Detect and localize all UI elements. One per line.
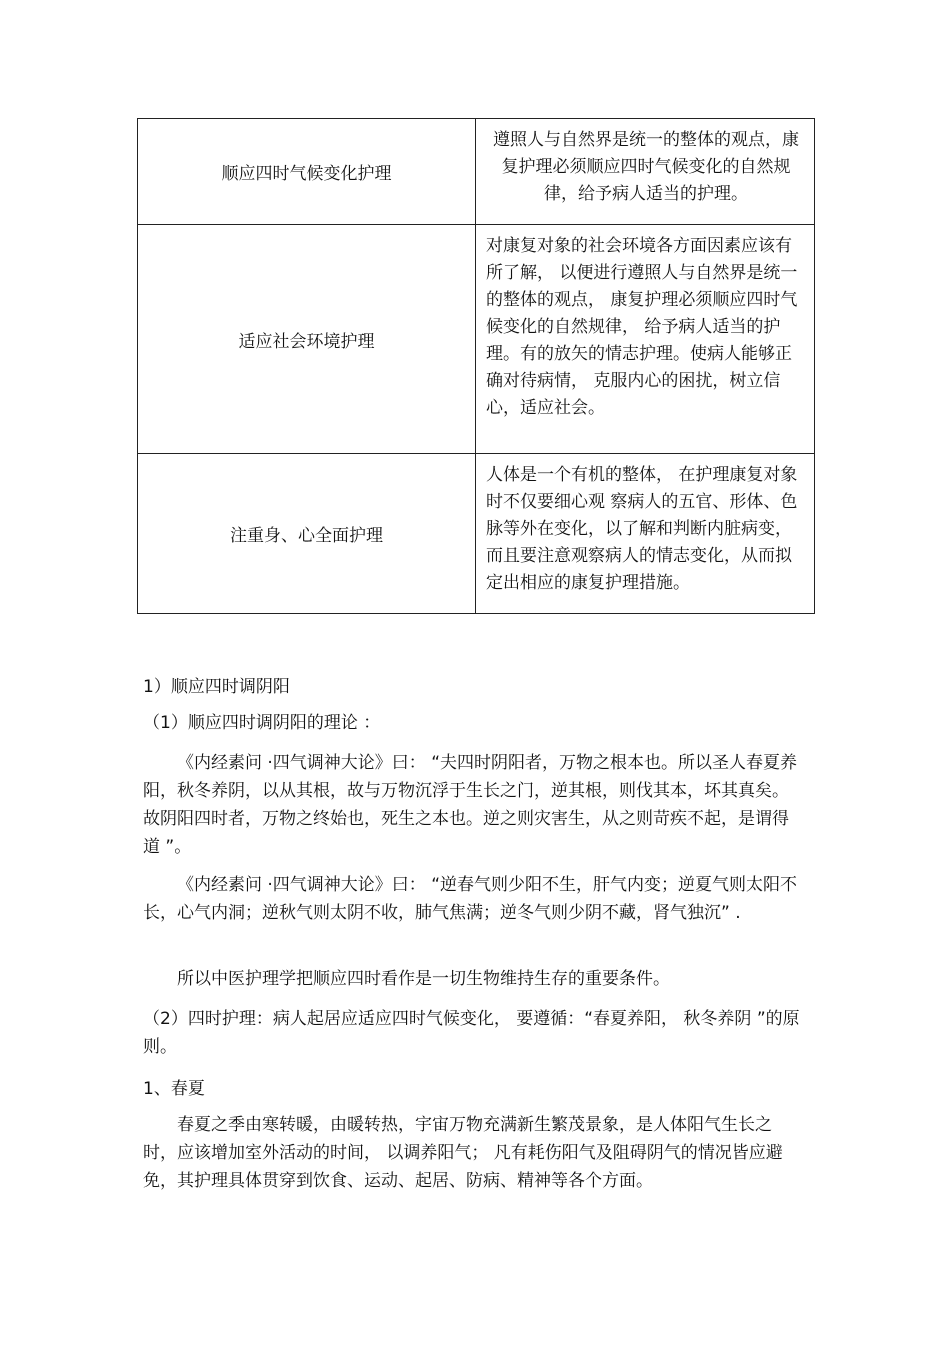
table-row [138,225,815,454]
paragraph-spring-summer: 春夏之季由寒转暖，由暖转热，宇宙万物充满新生繁茂景象，是人体阳气生长之时，应该增加室外活动的时间， 以调养阳气； 凡有耗伤阳气及阻碍阴气的情况皆应避免，其护理具体贯穿到饮食、运动、起居、防病、精神等各个方面。 [143,1115,783,1191]
section-heading-spring-summer: 1、春夏 [143,1079,205,1099]
row-description: 遵照人与自然界是统一的整体的观点，康复护理必须顺应四时气候变化的自然规律，给予病人适当的护理。 [493,130,799,204]
paragraph-classic-quote-1: 《内经素问 ·四气调神大论》曰： “夫四时阴阳者，万物之根本也。所以圣人春夏养阳，秋冬养阴，以从其根，故与万物沉浮于生长之门，逆其根，则伐其本，坏其真矣。故阴阳四时者，万物之终始也，死生之本也。逆之则灾害生，从之则苛疾不起，是谓得道 ”。 [143,753,798,857]
row-title: 顺应四时气候变化护理 [221,164,392,184]
row-title-cell [138,454,476,614]
paragraph-classic-quote-2: 《内经素问 ·四气调神大论》曰： “逆春气则少阳不生，肝气内变；逆夏气则太阳不长，心气内洞；逆秋气则太阴不收，肺气焦满；逆冬气则少阴不藏，肾气独沉” . [143,875,798,923]
row-desc-cell [476,454,815,614]
row-title: 适应社会环境护理 [238,331,375,352]
nursing-principles-table [137,118,815,614]
row-description: 人体是一个有机的整体， 在护理康复对象时不仅要细心观 察病人的五官、形体、色脉等外在变化，以了解和判断内脏病变， 而且要注意观察病人的情志变化，从而拟定出相应的康复护理措施。 [486,465,798,593]
section-heading: 1）顺应四时调阴阳 [143,677,290,697]
row-desc-cell [476,225,815,454]
row-title: 注重身、心全面护理 [230,526,383,546]
paragraph-conclusion: 所以中医护理学把顺应四时看作是一切生物维持生存的重要条件。 [177,969,670,989]
table-row [138,454,815,614]
row-title-cell [138,225,476,454]
row-title-cell [138,119,476,225]
table-row [138,119,815,225]
row-description: 对康复对象的社会环境各方面因素应该有所了解， 以便进行遵照人与自然界是统一的整体的观点， 康复护理必须顺应四时气候变化的自然规律， 给予病人适当的护理。有的放矢的情志护理。使病人能够正确对待病情， 克服内心的困扰，树立信心，适应社会。 [486,236,798,418]
row-desc-cell [476,119,815,225]
paragraph-seasonal-care: （2）四时护理：病人起居应适应四时气候变化， 要遵循：“春夏养阳， 秋冬养阴 ”的原则。 [143,1009,800,1057]
subsection-heading: （1）顺应四时调阴阳的理论 ： [143,713,381,733]
